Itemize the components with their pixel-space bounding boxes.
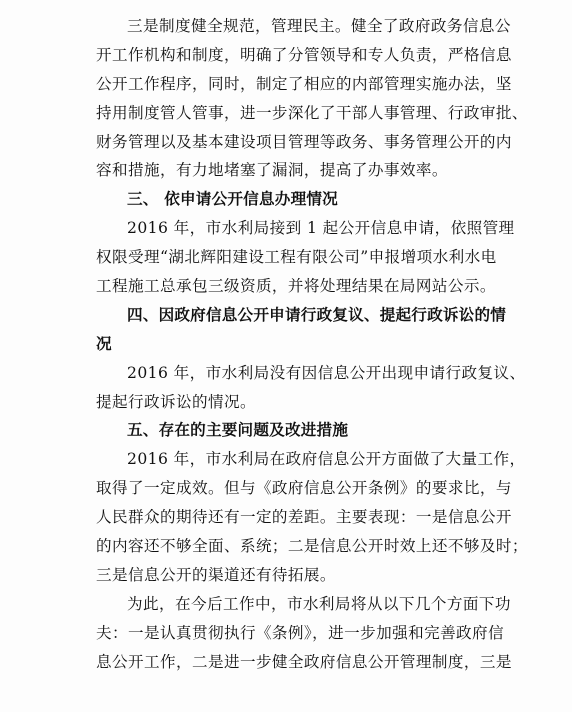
text-line: 人民群众的期待还有一定的差距。主要表现：一是信息公开 [96,508,512,527]
text-line: 三是信息公开的渠道还有待拓展。 [96,565,336,584]
text-line: 工程施工总承包三级资质，并将处理结果在局网站公示。 [96,277,496,296]
text-line: 提起行政诉讼的情况。 [96,392,256,411]
text-line: 2016 年，市水利局接到 1 起公开信息申请，依照管理 [127,219,515,238]
text-line: 的内容还不够全面、系统；二是信息公开时效上还不够及时； [96,537,528,556]
section-heading-line: 四、因政府信息公开申请行政复议、提起行政诉讼的情 [127,305,507,324]
text-line: 2016 年，市水利局在政府信息公开方面做了大量工作， [127,450,526,469]
text-line: 财务管理以及基本建设项目管理等政务、事务管理公开的内 [96,132,512,151]
text-line: 权限受理“湖北辉阳建设工程有限公司”申报增项水利水电 [96,248,497,267]
text-line: 持用制度管人管事，进一步深化了干部人事管理、行政审批、 [96,103,528,122]
text-line: 夫：一是认真贯彻执行《条例》，进一步加强和完善政府信 [96,623,505,642]
section-heading-line: 况 [96,334,112,353]
text-line: 为此，在今后工作中，市水利局将从以下几个方面下功 [127,594,511,613]
section-heading-line: 五、存在的主要问题及改进措施 [127,421,349,440]
text-line: 容和措施，有力地堵塞了漏洞，提高了办事效率。 [96,161,448,180]
text-line: 公开工作程序，同时，制定了相应的内部管理实施办法，坚 [96,74,512,93]
text-line: 2016 年，市水利局没有因信息公开出现申请行政复议、 [127,363,526,382]
text-line: 取得了一定成效。但与《政府信息公开条例》的要求比，与 [96,479,512,498]
text-line: 息公开工作，二是进一步健全政府信息公开管理制度，三是 [96,652,512,671]
section-heading-line: 三、 依申请公开信息办理情况 [127,190,338,209]
document-body [96,12,528,676]
text-line: 三是制度健全规范，管理民主。健全了政府政务信息公 [127,17,511,35]
text-line: 开工作机构和制度，明确了分管领导和专人负责，严格信息 [96,45,512,64]
